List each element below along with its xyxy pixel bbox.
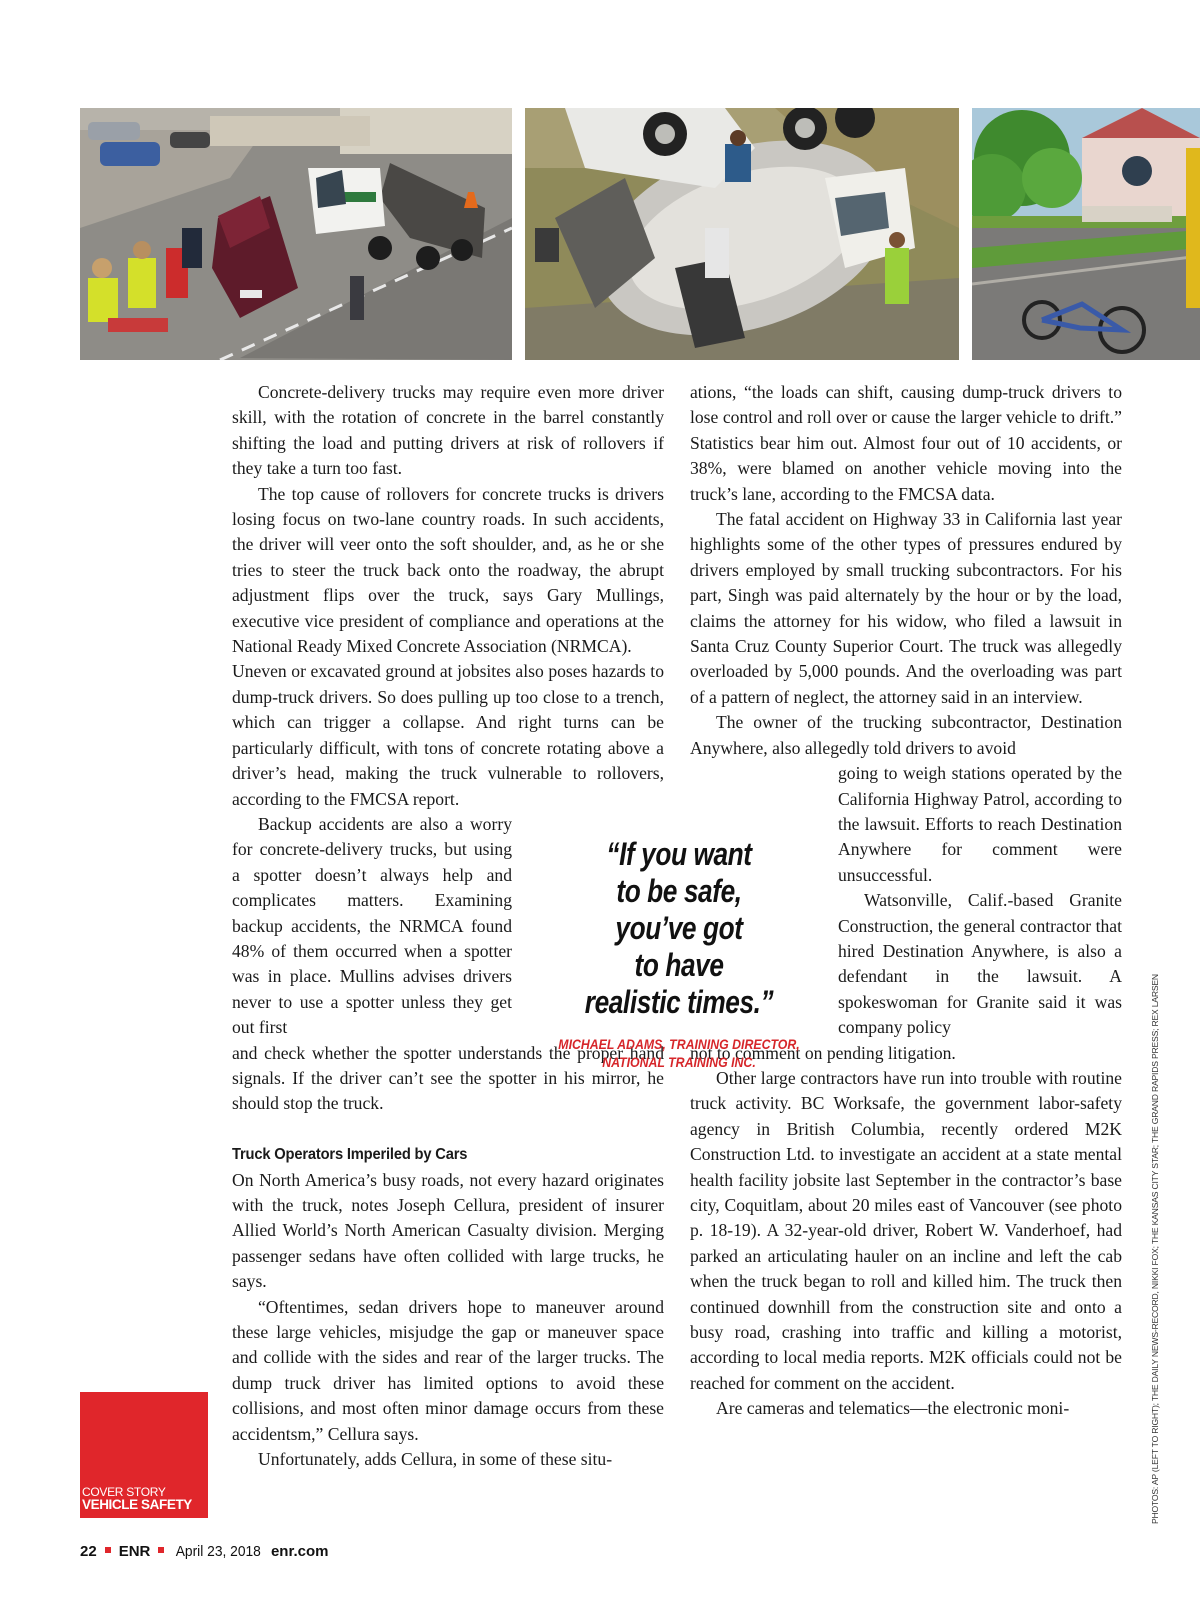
bicycle-on-street-photo xyxy=(972,108,1200,360)
pull-quote-line: to have xyxy=(634,947,724,983)
attribution-line: NATIONAL TRAINING INC. xyxy=(602,1054,756,1070)
paragraph: On North America’s busy roads, not every hazard originates with the truck, notes Joseph Cellura, president of insurer Allied World’s North American Casualty division. Merging passenger sedans have often collided with large trucks, he says. xyxy=(232,1169,664,1292)
dump-truck-sedan-collision-photo xyxy=(80,108,512,360)
page-number: 22 xyxy=(80,1543,97,1560)
paragraph: Uneven or excavated ground at jobsites also poses hazards to dump-truck drivers. So does pulling up too close to a trench, which can trigger a collapse. And right turns can be particularly difficult, with tons of concrete rotating above a driver’s head, making the truck vulnerable to rollovers, according to the FMCSA report. xyxy=(232,661,664,809)
section-tab xyxy=(80,1392,208,1518)
section-kicker: COVER STORY xyxy=(82,1485,166,1499)
pull-quote-line: “If you want xyxy=(606,836,752,872)
section-title: VEHICLE SAFETY xyxy=(82,1497,192,1512)
pull-quote xyxy=(538,836,820,1071)
paragraph: Other large contractors have run into trouble with routine truck activity. BC Worksafe, the government labor-safety agency in British Columbia, recently ordered M2K Construction Ltd. to investigate an accident at a state mental health facility jobsite last September in the contractor’s base city, Coquitlam, about 20 miles east of Vancouver (see photo p. 18-19). A 32-year-old driver, Robert W. Vanderhoef, had parked an articulating hauler on an incline and left the cab when the truck began to roll and killed him. The truck then continued downhill from the construction site and onto a busy road, crashing into traffic and killing a motorist, according to local media reports. M2K officials could not be reached for comment on the accident. xyxy=(690,1067,1122,1393)
issue-date: April 23, 2018 xyxy=(176,1543,262,1560)
paragraph: The owner of the trucking subcontractor, Destination Anywhere, also allegedly told drivers to avoid xyxy=(690,712,1122,758)
paragraph: Unfortunately, adds Cellura, in some of these situ- xyxy=(258,1449,613,1470)
spacer xyxy=(232,1117,664,1142)
pull-quote-line: to be safe, xyxy=(616,873,742,909)
paragraph: The fatal accident on Highway 33 in California last year highlights some of the other types of pressures endured by drivers employed by small trucking subcontractors. For his part, Singh was paid alternately by the hour or by the load, claims the attorney for his widow, who filed a lawsuit in Santa Cruz County Superior Court. The truck was allegedly overloaded by 5,000 pounds. And the overloading was part of a pattern of neglect, the attorney said in an interview. xyxy=(690,509,1122,707)
paragraph: going to weigh stations operated by the California Highway Patrol, according to the lawsuit. Efforts to reach Destination Anywhere for comment were unsuccessful. xyxy=(838,763,1122,885)
paragraph: “Oftentimes, sedan drivers hope to maneuver around these large vehicles, misjudge the gap or maneuver space and collide with the sides and rear of the larger trucks. The dump truck driver has limited options to avoid these collisions, and most often minor damage occurs from these accidentsm,” Cellura says. xyxy=(232,1296,664,1444)
paragraph: and check whether the spotter understands the proper hand signals. If the driver can’t see the spotter in his mirror, he should stop the truck. xyxy=(232,1042,664,1114)
paragraph: The top cause of rollovers for concrete trucks is drivers losing focus on two-lane country roads. In such accidents, the driver will veer onto the soft shoulder, and, as he or she tries to steer the truck back onto the roadway, the abrupt adjustment flips over the truck, says Gary Mullings, executive vice president of compliance and operations at the National Ready Mixed Concrete Association (NRMCA). xyxy=(232,483,664,657)
paragraph: Watsonville, Calif.-based Granite Construction, the general contractor that hired Destination Anywhere, is also a defendant in the lawsuit. A spokeswoman for Granite said it was company policy xyxy=(838,890,1122,1038)
paragraph: ations, “the loads can shift, causing dump-truck drivers to lose control and roll over or cause the larger vehicle to drift.” Statistics bear him out. Almost four out of 10 accidents, or 38%, were blamed on another vehicle moving into the truck’s lane, according to the FMCSA data. xyxy=(690,382,1122,504)
paragraph: Concrete-delivery trucks may require even more driver skill, with the rotation of concrete in the barrel constantly shifting the load and putting drivers at risk of rollovers if they take a turn too fast. xyxy=(232,382,664,479)
paragraph: not to comment on pending litigation. xyxy=(690,1042,956,1063)
page-footer xyxy=(80,1543,328,1560)
square-bullet-icon xyxy=(105,1547,111,1553)
pull-quote-line: realistic times.” xyxy=(584,984,774,1020)
magazine-name: ENR xyxy=(118,1543,151,1560)
section-subhead: Truck Operators Imperiled by Cars xyxy=(232,1146,468,1164)
photo-credit: PHOTOS: AP (LEFT TO RIGHT); THE DAILY NEWS-RECORD, NIKKI FOX; THE KANSAS CITY STAR; THE GRAND RAPIDS PRESS; REX LARSEN xyxy=(1150,974,1160,1524)
attribution-line: MICHAEL ADAMS, TRAINING DIRECTOR, xyxy=(558,1036,800,1052)
paragraph: Are cameras and telematics—the electronic moni- xyxy=(716,1398,1070,1419)
square-bullet-icon xyxy=(158,1547,164,1553)
website-link[interactable]: enr.com xyxy=(270,1543,329,1560)
paragraph: Backup accidents are also a worry for concrete-delivery trucks, but using a spotter doesn’t always help and complicates matters. Examining backup accidents, the NRMCA found 48% of them occurred when a spotter was in place. Mullins advises drivers never to use a spotter unless they get out first xyxy=(232,813,512,1038)
overturned-concrete-mixer-photo xyxy=(525,108,959,360)
pull-quote-attribution xyxy=(555,1035,803,1071)
pull-quote-line: you’ve got xyxy=(615,910,743,946)
